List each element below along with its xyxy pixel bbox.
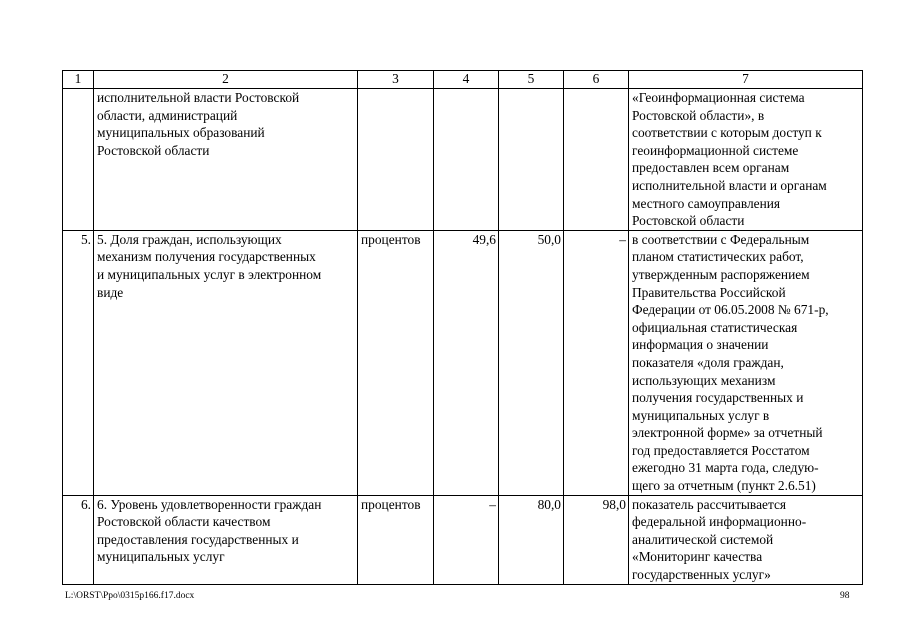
cell-text-line: год предоставляется Росстатом xyxy=(632,442,810,458)
note-cell xyxy=(629,89,863,231)
cell-text-line: Ростовской области xyxy=(632,213,745,229)
cell-text-line: Ростовской области качеством xyxy=(97,514,271,530)
cell-text-line: 5. Доля граждан, использующих xyxy=(97,231,282,247)
column-header-7: 7 xyxy=(629,71,863,89)
row-number xyxy=(63,89,94,231)
cell-text-line: использующих механизм xyxy=(632,372,776,388)
cell-text-line: государственных услуг» xyxy=(632,567,771,583)
indicators-table xyxy=(62,70,863,585)
table-row xyxy=(63,230,863,495)
cell-text-line: получения государственных и xyxy=(632,390,804,406)
cell-text-line: показатель рассчитывается xyxy=(632,496,787,512)
cell-text-line: исполнительной власти Ростовской xyxy=(97,90,300,105)
cell-text-line: соответствии с которым доступ к xyxy=(632,125,822,141)
cell-text-line: Федерации от 06.05.2008 № 671-р, xyxy=(632,302,829,318)
cell-text-line: ежегодно 31 марта года, следую- xyxy=(632,460,819,476)
footer-page-number: 98 xyxy=(840,591,850,601)
cell-text-line: планом статистических работ, xyxy=(632,249,804,265)
value-col5-cell xyxy=(499,89,564,231)
cell-text-line: механизм получения государственных xyxy=(97,249,316,265)
unit-cell xyxy=(358,89,434,231)
unit-cell: процентов xyxy=(358,230,434,495)
row-number: 6. xyxy=(63,495,94,584)
cell-text-line: геоинформационной системе xyxy=(632,142,799,158)
cell-text-line: муниципальных образований xyxy=(97,125,265,141)
column-header-1: 1 xyxy=(63,71,94,89)
value-col4-cell: – xyxy=(434,495,499,584)
note-cell xyxy=(629,230,863,495)
footer-file-path: L:\ORST\Ppo\0315p166.f17.docx xyxy=(65,591,195,601)
cell-text-line: Ростовской области», в xyxy=(632,107,765,123)
cell-text-line: показателя «доля граждан, xyxy=(632,354,784,370)
cell-text-line: муниципальных услуг xyxy=(97,549,225,565)
column-header-3: 3 xyxy=(358,71,434,89)
column-header-4: 4 xyxy=(434,71,499,89)
value-col6-cell xyxy=(564,89,629,231)
cell-text-line: в соответствии с Федеральным xyxy=(632,231,810,247)
header-row xyxy=(63,71,863,89)
value-col4-cell: 49,6 xyxy=(434,230,499,495)
value-col5-cell: 80,0 xyxy=(499,495,564,584)
cell-text-line: области, администраций xyxy=(97,107,238,123)
value-col6-cell: 98,0 xyxy=(564,495,629,584)
cell-text-line: федеральной информационно- xyxy=(632,514,807,530)
value-col6-cell: – xyxy=(564,230,629,495)
cell-text-line: «Мониторинг качества xyxy=(632,549,763,565)
table-row xyxy=(63,495,863,584)
cell-text-line: исполнительной власти и органам xyxy=(632,177,827,193)
cell-text-line: предоставления государственных и xyxy=(97,531,299,547)
cell-text-line: «Геоинформационная система xyxy=(632,90,805,105)
indicator-name-cell xyxy=(94,230,358,495)
cell-text-line: предоставлен всем органам xyxy=(632,160,790,176)
column-header-6: 6 xyxy=(564,71,629,89)
column-header-2: 2 xyxy=(94,71,358,89)
cell-text-line: утвержденным распоряжением xyxy=(632,266,810,282)
row-number: 5. xyxy=(63,230,94,495)
cell-text-line: Правительства Российской xyxy=(632,284,786,300)
value-col5-cell: 50,0 xyxy=(499,230,564,495)
note-cell xyxy=(629,495,863,584)
cell-text-line: щего за отчетным (пункт 2.6.51) xyxy=(632,478,816,494)
indicator-name-cell xyxy=(94,495,358,584)
cell-text-line: муниципальных услуг в xyxy=(632,407,770,423)
value-col4-cell xyxy=(434,89,499,231)
cell-text-line: 6. Уровень удовлетворенности граждан xyxy=(97,496,322,512)
column-header-5: 5 xyxy=(499,71,564,89)
cell-text-line: местного самоуправления xyxy=(632,195,781,211)
cell-text-line: Ростовской области xyxy=(97,142,210,158)
cell-text-line: официальная статистическая xyxy=(632,319,798,335)
indicator-name-cell xyxy=(94,89,358,231)
unit-cell: процентов xyxy=(358,495,434,584)
cell-text-line: аналитической системой xyxy=(632,531,774,547)
cell-text-line: электронной форме» за отчетный xyxy=(632,425,823,441)
cell-text-line: и муниципальных услуг в электронном xyxy=(97,266,322,282)
cell-text-line: виде xyxy=(97,284,124,300)
cell-text-line: информация о значении xyxy=(632,337,769,353)
table-row xyxy=(63,89,863,231)
